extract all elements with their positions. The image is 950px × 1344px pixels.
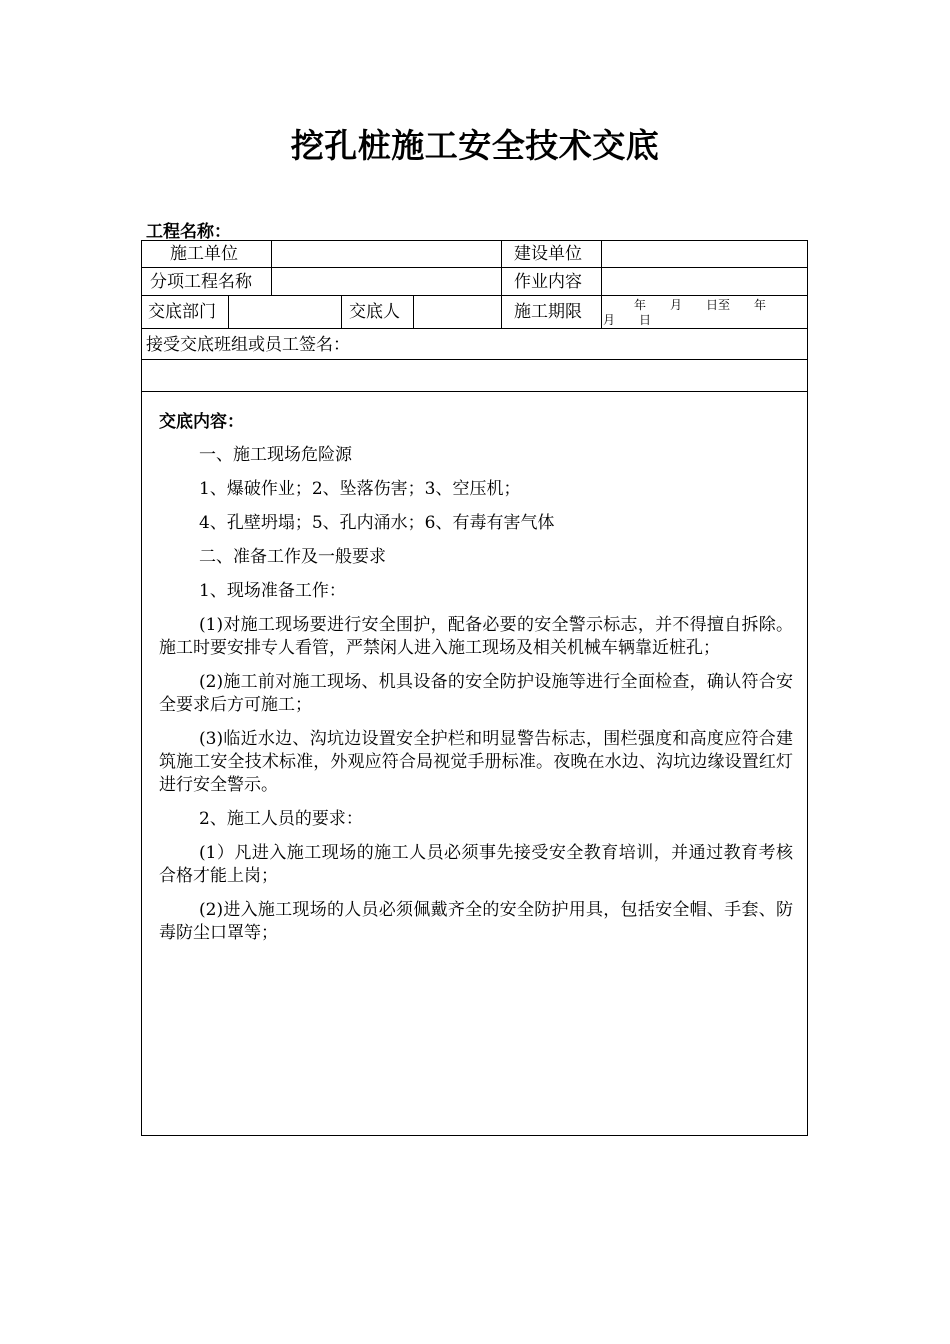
disclosure-form <box>141 240 808 1136</box>
project-name-label: 工程名称： <box>146 222 231 242</box>
content-paragraph: 1、爆破作业；2、坠落伤害；3、空压机； <box>199 479 521 499</box>
content-paragraph: 一、施工现场危险源 <box>199 445 352 465</box>
row-divider <box>142 391 807 392</box>
disclosure-dept-label: 交底部门 <box>148 302 216 322</box>
content-paragraph: (2)进入施工现场的人员必须佩戴齐全的安全防护用具，包括安全帽、手套、防毒防尘口罩等； <box>159 900 793 943</box>
content-paragraph: 2、施工人员的要求： <box>199 809 363 829</box>
row-divider <box>142 328 807 329</box>
document-title: 挖孔桩施工安全技术交底 <box>290 126 660 165</box>
period-date-line1[interactable]: 年 月 日至 年 <box>634 298 767 312</box>
column-divider <box>413 295 414 328</box>
content-paragraph: 4、孔壁坍塌；5、孔内涌水；6、有毒有害气体 <box>199 513 555 533</box>
column-divider <box>341 295 342 328</box>
content-paragraph: (2)施工前对施工现场、机具设备的安全防护设施等进行全面检查，确认符合安全要求后方可施工； <box>159 672 793 715</box>
disclosure-person-label: 交底人 <box>349 302 400 322</box>
owner-unit-label: 建设单位 <box>514 244 582 264</box>
content-heading: 交底内容： <box>159 412 244 432</box>
work-content-label: 作业内容 <box>514 272 582 292</box>
content-paragraph: 1、现场准备工作： <box>199 581 346 601</box>
row-divider <box>142 267 807 268</box>
period-label: 施工期限 <box>514 302 582 322</box>
content-paragraph: (1)对施工现场要进行安全围护，配备必要的安全警示标志，并不得擅自拆除。施工时要安排专人看管，严禁闲人进入施工现场及相关机械车辆靠近桩孔； <box>159 615 793 658</box>
row-divider <box>142 359 807 360</box>
column-divider <box>601 241 602 328</box>
content-paragraph: (1）凡进入施工现场的施工人员必须事先接受安全教育培训，并通过教育考核合格才能上岗； <box>159 843 793 886</box>
column-divider <box>501 241 502 328</box>
content-paragraph: (3)临近水边、沟坑边设置安全护栏和明显警告标志，围栏强度和高度应符合建筑施工安全技术标准，外观应符合局视觉手册标准。夜晚在水边、沟坑边缘设置红灯进行安全警示。 <box>159 729 793 795</box>
disclosure-content <box>159 411 793 956</box>
period-date-line2[interactable]: 月 日 <box>603 313 652 327</box>
construction-unit-label: 施工单位 <box>170 244 238 264</box>
signature-label: 接受交底班组或员工签名： <box>146 335 350 355</box>
sub-project-label: 分项工程名称 <box>150 272 252 292</box>
column-divider <box>271 241 272 295</box>
column-divider <box>228 295 229 328</box>
row-divider <box>142 295 807 296</box>
content-paragraph: 二、准备工作及一般要求 <box>199 547 386 567</box>
